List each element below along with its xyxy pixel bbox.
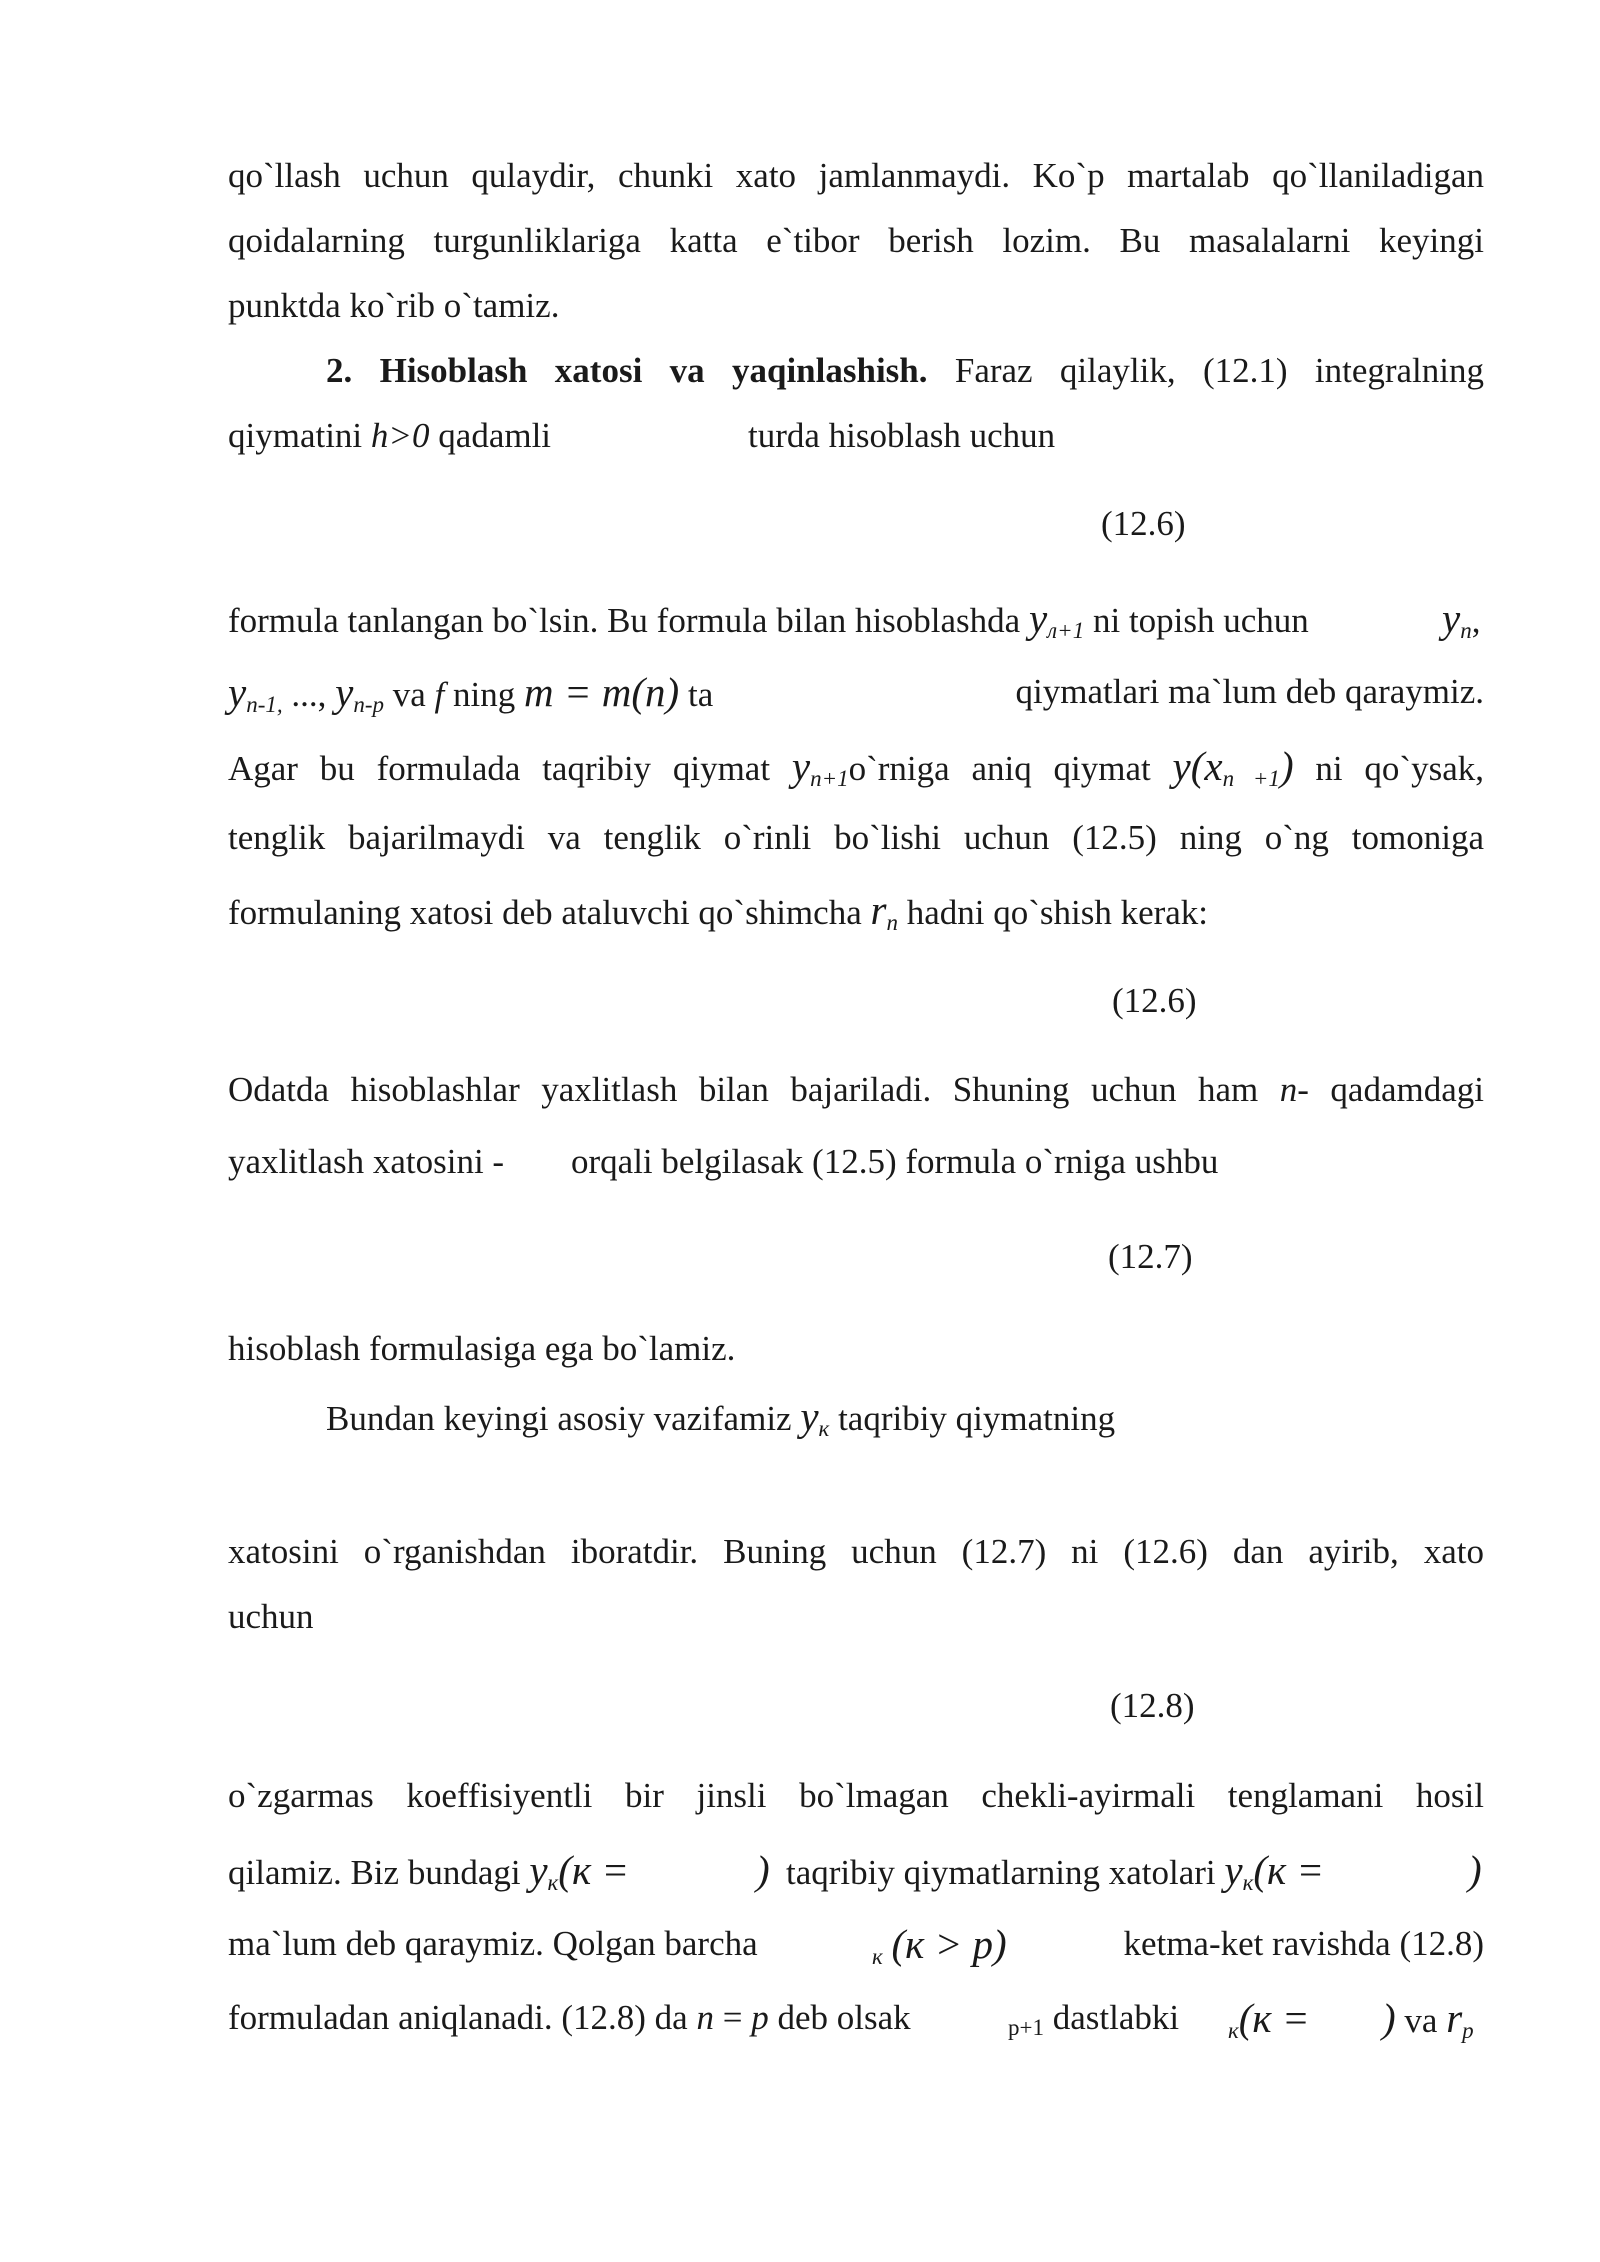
text-line-11b: - qadamdagi [1297, 1070, 1484, 1109]
text-line-14b: taqribiy qiymatning [829, 1399, 1116, 1438]
math-cond [872, 1922, 1007, 1969]
equation-number-3-text: (12.7) [1108, 1237, 1193, 1276]
text-line-3: punktda ko`rib o`tamiz. [228, 286, 560, 325]
math-n: n [696, 1998, 714, 2037]
math-paren: ) [1468, 1847, 1482, 1893]
equals: = [713, 1998, 752, 2037]
math-sub: л+1 [1047, 618, 1085, 643]
math-k-eq: (к = [1253, 1847, 1325, 1893]
dots: ..., [282, 675, 336, 714]
math-sub: к [1228, 2018, 1239, 2043]
math-m: m = m(n) [524, 669, 680, 715]
text-ning: ning [444, 675, 525, 714]
equation-number-2 [1112, 979, 1197, 1023]
text-line-8c: ni qo`ysak, [1293, 749, 1484, 788]
text-line-8a: Agar bu formulada taqribiy qiymat [228, 749, 792, 788]
text-line-4: Faraz qilaylik, (12.1) integralning [927, 351, 1484, 390]
paragraph-line-2 [228, 219, 1484, 263]
math-y: y [791, 743, 811, 789]
text-line-16: uchun [228, 1597, 314, 1636]
paragraph-line-8 [228, 743, 1484, 791]
math-sub: n +1 [1222, 766, 1280, 791]
text-line-7d [972, 670, 1484, 714]
paragraph-line-16 [228, 1595, 1484, 1639]
paragraph-line-1 [228, 154, 1484, 198]
text-va-r [1382, 1996, 1474, 2043]
math-yx: y(x [1172, 743, 1223, 789]
text-line-19a: ma`lum deb qaraymiz. Qolgan barcha [228, 1924, 758, 1963]
paragraph-line-15 [228, 1530, 1484, 1574]
paragraph-line-14 [326, 1393, 1484, 1441]
text-ta: ta [679, 675, 714, 714]
text-line-6b: ni topish uchun [1084, 601, 1309, 640]
text-line-19b [1084, 1922, 1484, 1966]
equation-number-3 [1108, 1235, 1193, 1279]
math-close-paren-1 [756, 1848, 770, 1895]
text-line-15: xatosini o`rganishdan iboratdir. Buning uchun (12.7) ni (12.6) dan ayirib, xato [228, 1532, 1484, 1571]
paragraph-line-10 [228, 887, 1484, 935]
math-y2: y [1442, 595, 1461, 641]
text-va: va [1395, 2001, 1447, 2040]
equation-number-2-text: (12.6) [1112, 981, 1197, 1020]
text-line-1: qo`llash uchun qulaydir, chunki xato jamlanmaydi. Ko`p martalab qo`llaniladigan [228, 156, 1484, 195]
math-k-eq: (к = [558, 1847, 630, 1893]
text-line-6a: formula tanlangan bo`lsin. Bu formula bilan hisoblashda [228, 601, 1029, 640]
text-line-18b-text: taqribiy qiymatlarning xatolari [786, 1853, 1225, 1892]
text-line-12b-text: orqali belgilasak (12.5) formula o`rniga ushbu [571, 1142, 1219, 1181]
text-line-5c [748, 414, 1055, 458]
text-line-20b: deb olsak [768, 1998, 911, 2037]
math-close-paren-2 [1468, 1848, 1482, 1895]
text-line-5a: qiymatini [228, 416, 371, 455]
math-y-np: y [335, 669, 354, 715]
math-sub: к [818, 1416, 830, 1441]
math-y-n1: y [228, 669, 247, 715]
equation-number-1 [1101, 502, 1186, 546]
text-line-14a: Bundan keyingi asosiy vazifamiz [326, 1399, 801, 1438]
text-dastlabki: dastlabki [1043, 1998, 1180, 2037]
math-y: y [1224, 1847, 1243, 1893]
math-y: y [800, 1393, 819, 1439]
text-line-5c-text: turda hisoblash uchun [748, 416, 1056, 455]
math-sub: к [872, 1944, 883, 1969]
paragraph-line-11 [228, 1068, 1484, 1112]
math-paren: ) [1279, 743, 1294, 789]
math-k-gt-p: (к > p) [891, 1921, 1007, 1967]
paragraph-line-6 [228, 595, 1484, 643]
math-sub-np: n-p [353, 692, 384, 717]
text-line-18b [786, 1848, 1324, 1895]
math-k-eq: (к = [1238, 1995, 1310, 2041]
math-sub: p+1 [1008, 2015, 1044, 2040]
equation-number-4 [1110, 1684, 1195, 1728]
math-sub: n+1 [810, 766, 849, 791]
text-va: va [384, 675, 435, 714]
text-line-5b: qadamli [429, 416, 552, 455]
math-yn [1442, 596, 1480, 643]
text-line-2: qoidalarning turgunliklariga katta e`tibor berish lozim. Bu masalalarni keyingi [228, 221, 1484, 260]
text-line-10b: hadni qo`shish kerak: [897, 893, 1209, 932]
math-y: y [529, 1847, 548, 1893]
text-line-20a: formuladan aniqlanadi. (12.8) da [228, 1998, 697, 2037]
text-line-10a: formulaning xatosi deb ataluvchi qo`shimcha [228, 893, 871, 932]
math-h: h>0 [370, 416, 430, 455]
text-line-17: o`zgarmas koeffisiyentli bir jinsli bo`lmagan chekli-ayirmali tenglamani hosil [228, 1776, 1484, 1815]
math-n: n [1279, 1070, 1298, 1109]
paragraph-line-13 [228, 1327, 1484, 1371]
math-y2-sub: n [1460, 618, 1472, 643]
text-line-8b: o`rniga aniq qiymat [848, 749, 1173, 788]
math-r: r [1446, 1995, 1463, 2041]
text-line-12b [571, 1140, 1218, 1184]
equation-number-1-text: (12.6) [1101, 504, 1186, 543]
text-line-20c [1008, 1996, 1179, 2040]
equation-number-4-text: (12.8) [1110, 1686, 1195, 1725]
math-paren: ) [1382, 1995, 1396, 2041]
section-heading: 2. Hisoblash xatosi va yaqinlashish. [326, 351, 928, 390]
math-sub: к [1242, 1870, 1254, 1895]
math-sub-n1: n-1, [246, 692, 283, 717]
text-line-19b-text: ketma-ket ravishda (12.8) [1123, 1924, 1484, 1963]
paragraph-line-9 [228, 816, 1484, 860]
math-r: r [870, 887, 887, 933]
math-f: f [434, 675, 445, 714]
text-line-12a: yaxlitlash xatosini - [228, 1142, 505, 1181]
math-sub: n [886, 910, 898, 935]
math-y: y [1028, 595, 1048, 641]
section-heading-line [326, 349, 1484, 393]
text-line-9: tenglik bajarilmaydi va tenglik o`rinli bo`lishi uchun (12.5) ning o`ng tomoniga [228, 818, 1484, 857]
text-line-18a: qilamiz. Biz bundagi [228, 1853, 530, 1892]
math-p: p [751, 1998, 769, 2037]
text-line-11a: Odatda hisoblashlar yaxlitlash bilan bajariladi. Shuning uchun ham [228, 1070, 1280, 1109]
math-sub: p [1462, 2018, 1474, 2043]
paragraph-line-17 [228, 1774, 1484, 1818]
text-line-7d-text: qiymatlari ma`lum deb qaraymiz. [1015, 672, 1484, 711]
math-sub: к [547, 1870, 559, 1895]
math-k-eq-group [1228, 1996, 1310, 2043]
math-paren: ) [756, 1847, 770, 1893]
paragraph-line-3 [228, 284, 1484, 328]
text-line-13: hisoblash formulasiga ega bo`lamiz. [228, 1329, 736, 1368]
comma: , [1471, 601, 1481, 640]
